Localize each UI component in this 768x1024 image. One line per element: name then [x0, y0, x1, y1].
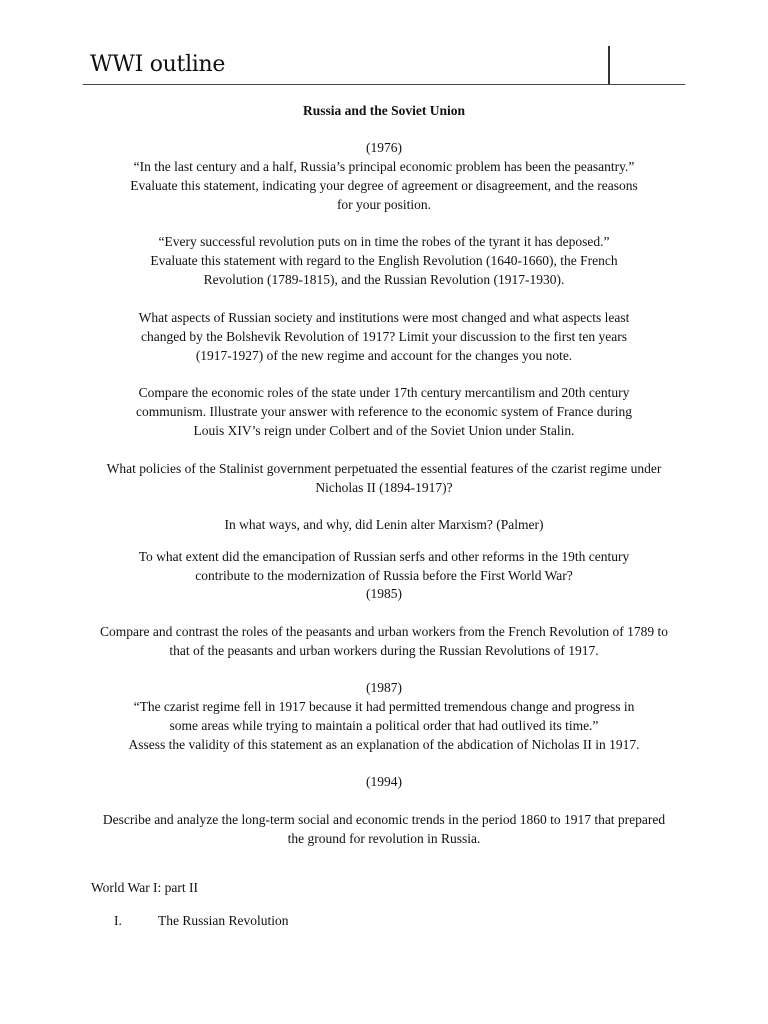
question-4-line-3: Louis XIV’s reign under Colbert and of the Soviet Union under Stalin.	[193, 423, 575, 438]
question-2-line-3: Revolution (1789-1815), and the Russian Revolution (1917-1930).	[203, 272, 565, 287]
question-7-line-1: To what extent did the emancipation of Russian serfs and other reforms in the 19th century	[138, 549, 630, 564]
question-10-line-1: Describe and analyze the long-term social and economic trends in the period 1860 to 1917 that prepared	[102, 812, 666, 827]
header-divider	[83, 84, 685, 85]
question-1-line-3: for your position.	[336, 197, 432, 212]
question-3-line-2: changed by the Bolshevik Revolution of 1917? Limit your discussion to the first ten years	[141, 329, 627, 344]
year-label-1976: (1976)	[366, 140, 402, 155]
question-10-line-2: the ground for revolution in Russia.	[287, 831, 481, 846]
question-1-line-2: Evaluate this statement, indicating your degree of agreement or disagreement, and the reasons	[130, 178, 638, 193]
outline-item-text: The Russian Revolution	[158, 913, 289, 928]
section-heading: Russia and the Soviet Union	[302, 103, 466, 118]
question-3-line-3: (1917-1927) of the new regime and account for the changes you note.	[195, 348, 573, 363]
question-2-line-1: “Every successful revolution puts on in time the robes of the tyrant it has deposed.”	[158, 234, 610, 249]
outline-item-numeral: I.	[114, 913, 122, 928]
question-7-line-2: contribute to the modernization of Russia before the First World War?	[195, 568, 573, 583]
outline-heading: World War I: part II	[91, 880, 199, 895]
question-6-line-1: In what ways, and why, did Lenin alter Marxism? (Palmer)	[224, 517, 544, 532]
year-label-1987: (1987)	[366, 680, 402, 695]
question-9-line-2: some areas while trying to maintain a political order that had outlived its time.”	[169, 718, 599, 733]
question-8-line-1: Compare and contrast the roles of the peasants and urban workers from the French Revolution of 1789 to	[100, 624, 668, 639]
question-2-line-2: Evaluate this statement with regard to the English Revolution (1640-1660), the French	[150, 253, 618, 268]
question-5-line-2: Nicholas II (1894-1917)?	[315, 480, 453, 495]
year-label-1994: (1994)	[366, 774, 402, 789]
year-label-1985: (1985)	[366, 586, 402, 601]
question-5-line-1: What policies of the Stalinist government perpetuated the essential features of the czarist regime under	[106, 461, 662, 476]
question-4-line-1: Compare the economic roles of the state under 17th century mercantilism and 20th century	[138, 385, 630, 400]
question-9-line-3: Assess the validity of this statement as an explanation of the abdication of Nicholas II in 1917.	[128, 737, 640, 752]
question-4-line-2: communism. Illustrate your answer with reference to the economic system of France during	[136, 404, 632, 419]
page-title: WWI outline	[90, 52, 226, 77]
question-8-line-2: that of the peasants and urban workers during the Russian Revolutions of 1917.	[169, 643, 599, 658]
question-3-line-1: What aspects of Russian society and institutions were most changed and what aspects least	[138, 310, 630, 325]
header-tab-marker	[608, 46, 610, 84]
question-1-line-1: “In the last century and a half, Russia’s principal economic problem has been the peasantry.”	[133, 159, 635, 174]
question-9-line-1: “The czarist regime fell in 1917 because it had permitted tremendous change and progress in	[133, 699, 635, 714]
